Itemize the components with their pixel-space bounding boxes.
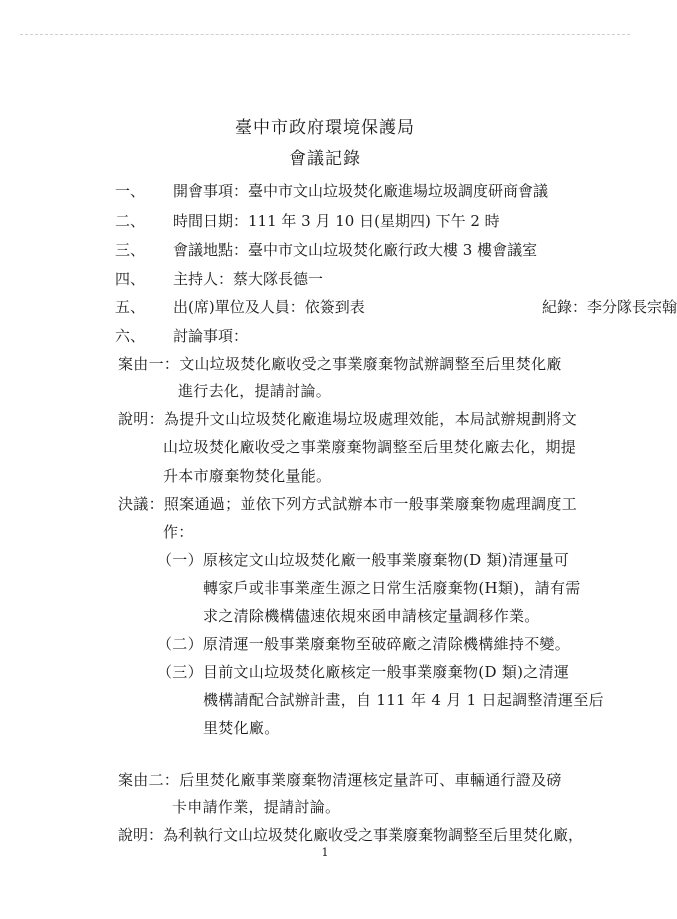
page-number: 1	[321, 846, 329, 859]
case2-title-line2: 卡申請作業，提請討論。	[172, 798, 341, 816]
case1-sub1-line3: 求之清除機構儘速依規來函申請核定量調移作業。	[203, 607, 540, 625]
case1-title-line1: 案由一：文山垃圾焚化廠收受之事業廢棄物試辦調整至后里焚化廠	[118, 355, 562, 373]
case1-sub2-line1: （二）原清運一般事業廢棄物至破碎廠之清除機構維持不變。	[157, 635, 571, 653]
item-text: 會議地點：臺中市文山垃圾焚化廠行政大樓 3 樓會議室	[173, 241, 538, 259]
recorder-label: 紀錄：李分隊長宗翰	[542, 298, 677, 316]
case1-sub3-line1: （三）目前文山垃圾焚化廠核定一般事業廢棄物(D 類)之清運	[157, 663, 570, 681]
item-number: 四、	[115, 270, 146, 288]
document-title: 會議記錄	[289, 149, 361, 169]
agenda-item-2	[115, 211, 500, 231]
agenda-item-3	[115, 240, 537, 260]
item-text: 討論事項：	[173, 327, 249, 345]
agenda-item-5	[115, 297, 677, 317]
agenda-item-6	[115, 326, 248, 346]
item-text: 出(席)單位及人員：依簽到表	[173, 298, 365, 316]
case1-sub3-line3: 里焚化廠。	[203, 719, 280, 737]
case1-sub1-line1: （一）原核定文山垃圾焚化廠一般事業廢棄物(D 類)清運量可	[157, 551, 570, 569]
item-number: 一、	[115, 182, 146, 200]
case1-sub3-line2: 機構請配合試辦計畫，自 111 年 4 月 1 日起調整清運至后	[203, 691, 604, 709]
case2-desc-line1: 說明：為利執行文山垃圾焚化廠收受之事業廢棄物調整至后里焚化廠，	[118, 826, 584, 844]
case1-desc-line1: 說明：為提升文山垃圾焚化廠進場垃圾處理效能，本局試辦規劃將文	[118, 410, 578, 428]
case1-title-line2: 進行去化，提請討論。	[178, 382, 332, 400]
item-number: 六、	[115, 327, 146, 345]
agenda-item-4	[115, 269, 323, 289]
case2-title-line1: 案由二：后里焚化廠事業廢棄物清運核定量許可、車輛通行證及磅	[118, 771, 562, 789]
case1-resolution-line1: 決議：照案通過；並依下列方式試辦本市一般事業廢棄物處理調度工	[118, 495, 578, 513]
case1-sub1-line2: 轉家戶或非事業產生源之日常生活廢棄物(H類)，請有需	[203, 579, 581, 597]
item-text: 主持人：蔡大隊長德一	[173, 270, 324, 288]
agency-title: 臺中市政府環境保護局	[235, 118, 415, 138]
case1-desc-line3: 升本市廢棄物焚化量能。	[163, 467, 332, 485]
item-number: 三、	[115, 241, 146, 259]
scan-border-line	[20, 34, 630, 35]
case1-resolution-line2: 作：	[163, 523, 194, 541]
item-number: 五、	[115, 298, 146, 316]
item-text: 開會事項：臺中市文山垃圾焚化廠進場垃圾調度研商會議	[173, 182, 549, 200]
case1-desc-line2: 山垃圾焚化廠收受之事業廢棄物調整至后里焚化廠去化，期提	[163, 438, 577, 456]
agenda-item-1	[115, 181, 548, 201]
item-number: 二、	[115, 212, 146, 230]
item-text: 時間日期：111 年 3 月 10 日(星期四) 下午 2 時	[173, 212, 500, 230]
